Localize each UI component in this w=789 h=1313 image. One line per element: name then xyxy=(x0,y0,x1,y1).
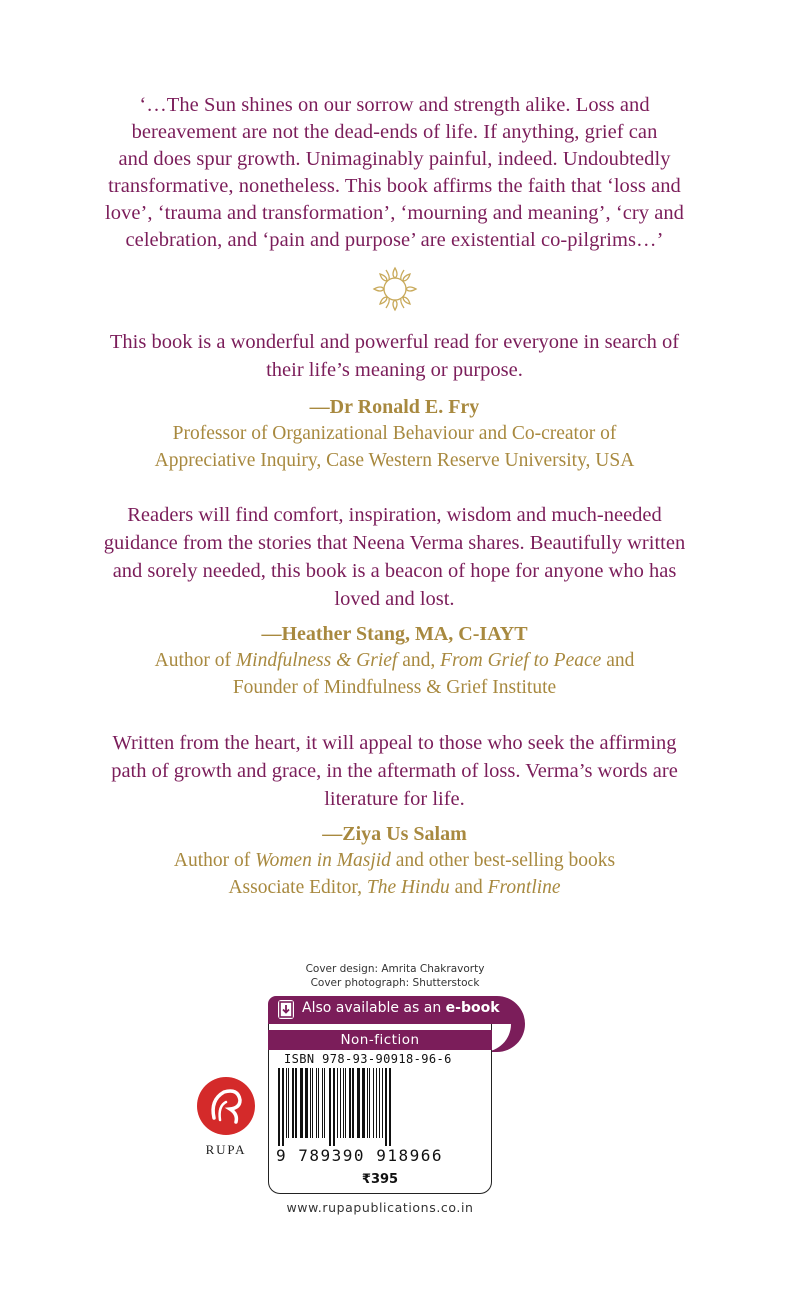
barcode-bar xyxy=(318,1068,319,1138)
barcode-bar xyxy=(324,1068,325,1138)
isbn-text: ISBN 978-93-90918-96-6 xyxy=(284,1052,452,1066)
publication-title: The Hindu xyxy=(366,877,450,898)
download-book-icon xyxy=(278,1000,294,1019)
barcode-bar xyxy=(343,1068,344,1138)
intro-quote xyxy=(40,92,749,254)
endorsement-author: —Heather Stang, MA, C-IAYT xyxy=(261,623,528,645)
barcode-bar xyxy=(379,1068,380,1138)
barcode-bar xyxy=(292,1068,294,1138)
cover-photo-credit: Cover photograph: Shutterstock xyxy=(310,977,480,989)
barcode-bar xyxy=(385,1068,387,1146)
endorsement-author: —Dr Ronald E. Fry xyxy=(309,396,480,418)
barcode-bar xyxy=(345,1068,346,1138)
barcode-bar xyxy=(349,1068,351,1138)
barcode-bar xyxy=(340,1068,341,1138)
barcode-bar xyxy=(352,1068,354,1138)
barcode-bar xyxy=(286,1068,287,1138)
barcode-bar xyxy=(288,1068,289,1138)
endorsement-quote: This book is a wonderful and powerful read for everyone in search of their life’s meaning or purpose. xyxy=(109,331,680,381)
cover-credits xyxy=(270,962,520,990)
price: ₹395 xyxy=(361,1172,399,1187)
publisher-website: www.rupapublications.co.in xyxy=(286,1200,474,1215)
isbn-barcode xyxy=(278,1068,478,1146)
endorsement-credentials: Author of Women in Masjid and other best-selling books Associate Editor, The Hindu and Frontline xyxy=(173,850,616,898)
intro-line: ‘…The Sun shines on our sorrow and strength alike. Loss and xyxy=(139,94,650,116)
intro-line: bereavement are not the dead-ends of life. If anything, grief can xyxy=(131,121,658,143)
barcode-bar xyxy=(305,1068,308,1138)
intro-line: celebration, and ‘pain and purpose’ are existential co-pilgrims…’ xyxy=(125,229,664,251)
endorsement-credentials: Author of Mindfulness & Grief and, From Grief to Peace and Founder of Mindfulness & Grief Institute xyxy=(154,650,635,698)
endorsement-author: —Ziya Us Salam xyxy=(322,823,467,845)
barcode-bar xyxy=(282,1068,284,1146)
barcode-bar xyxy=(322,1068,323,1138)
intro-line: transformative, nonetheless. This book affirms the faith that ‘loss and xyxy=(108,175,681,197)
barcode-bar xyxy=(369,1068,370,1138)
barcode-bar xyxy=(373,1068,374,1138)
barcode-bar xyxy=(389,1068,391,1146)
endorsement-quote: Readers will find comfort, inspiration, wisdom and much-needed guidance from the stories that Neena Verma shares. Beautifully written and sorely needed, this book is a beacon of hope for anyone who has loved and lost. xyxy=(103,504,686,610)
intro-line: and does spur growth. Unimaginably painful, indeed. Undoubtedly xyxy=(118,148,671,170)
barcode-bar xyxy=(362,1068,365,1138)
barcode-bar xyxy=(300,1068,303,1138)
book-title: Women in Masjid xyxy=(255,850,391,871)
publication-title: Frontline xyxy=(487,877,561,898)
barcode-bar xyxy=(382,1068,383,1138)
barcode-bar xyxy=(278,1068,280,1146)
barcode-bar xyxy=(316,1068,317,1138)
endorsement-quote: Written from the heart, it will appeal to those who seek the affirming path of growth and grace, in the aftermath of loss. Verma’s words are literature for life. xyxy=(111,732,678,810)
intro-line: love’, ‘trauma and transformation’, ‘mourning and meaning’, ‘cry and xyxy=(105,202,684,224)
rupa-logo-icon xyxy=(196,1076,256,1136)
lotus-sun-ornament-icon xyxy=(372,266,418,312)
barcode-digits: 9 789390 918966 xyxy=(276,1146,443,1165)
barcode-bar xyxy=(329,1068,331,1146)
category-label: Non-fiction xyxy=(268,1030,492,1050)
endorsement-credentials: Professor of Organizational Behaviour and Co-creator of Appreciative Inquiry, Case Western Reserve University, USA xyxy=(154,423,635,471)
barcode-bar xyxy=(333,1068,335,1146)
ebook-badge-text: Also available as an e-book xyxy=(302,1000,500,1016)
book-title: From Grief to Peace xyxy=(440,650,602,671)
cover-design-credit: Cover design: Amrita Chakravorty xyxy=(305,963,485,975)
barcode-bar xyxy=(376,1068,377,1138)
book-title: Mindfulness & Grief xyxy=(235,650,398,671)
barcode-bar xyxy=(310,1068,311,1138)
publisher-name: RUPA xyxy=(205,1142,247,1157)
barcode-bar xyxy=(367,1068,368,1138)
barcode-bar xyxy=(357,1068,360,1138)
barcode-bar xyxy=(312,1068,313,1138)
barcode-bar xyxy=(295,1068,297,1138)
barcode-bar xyxy=(337,1068,338,1138)
